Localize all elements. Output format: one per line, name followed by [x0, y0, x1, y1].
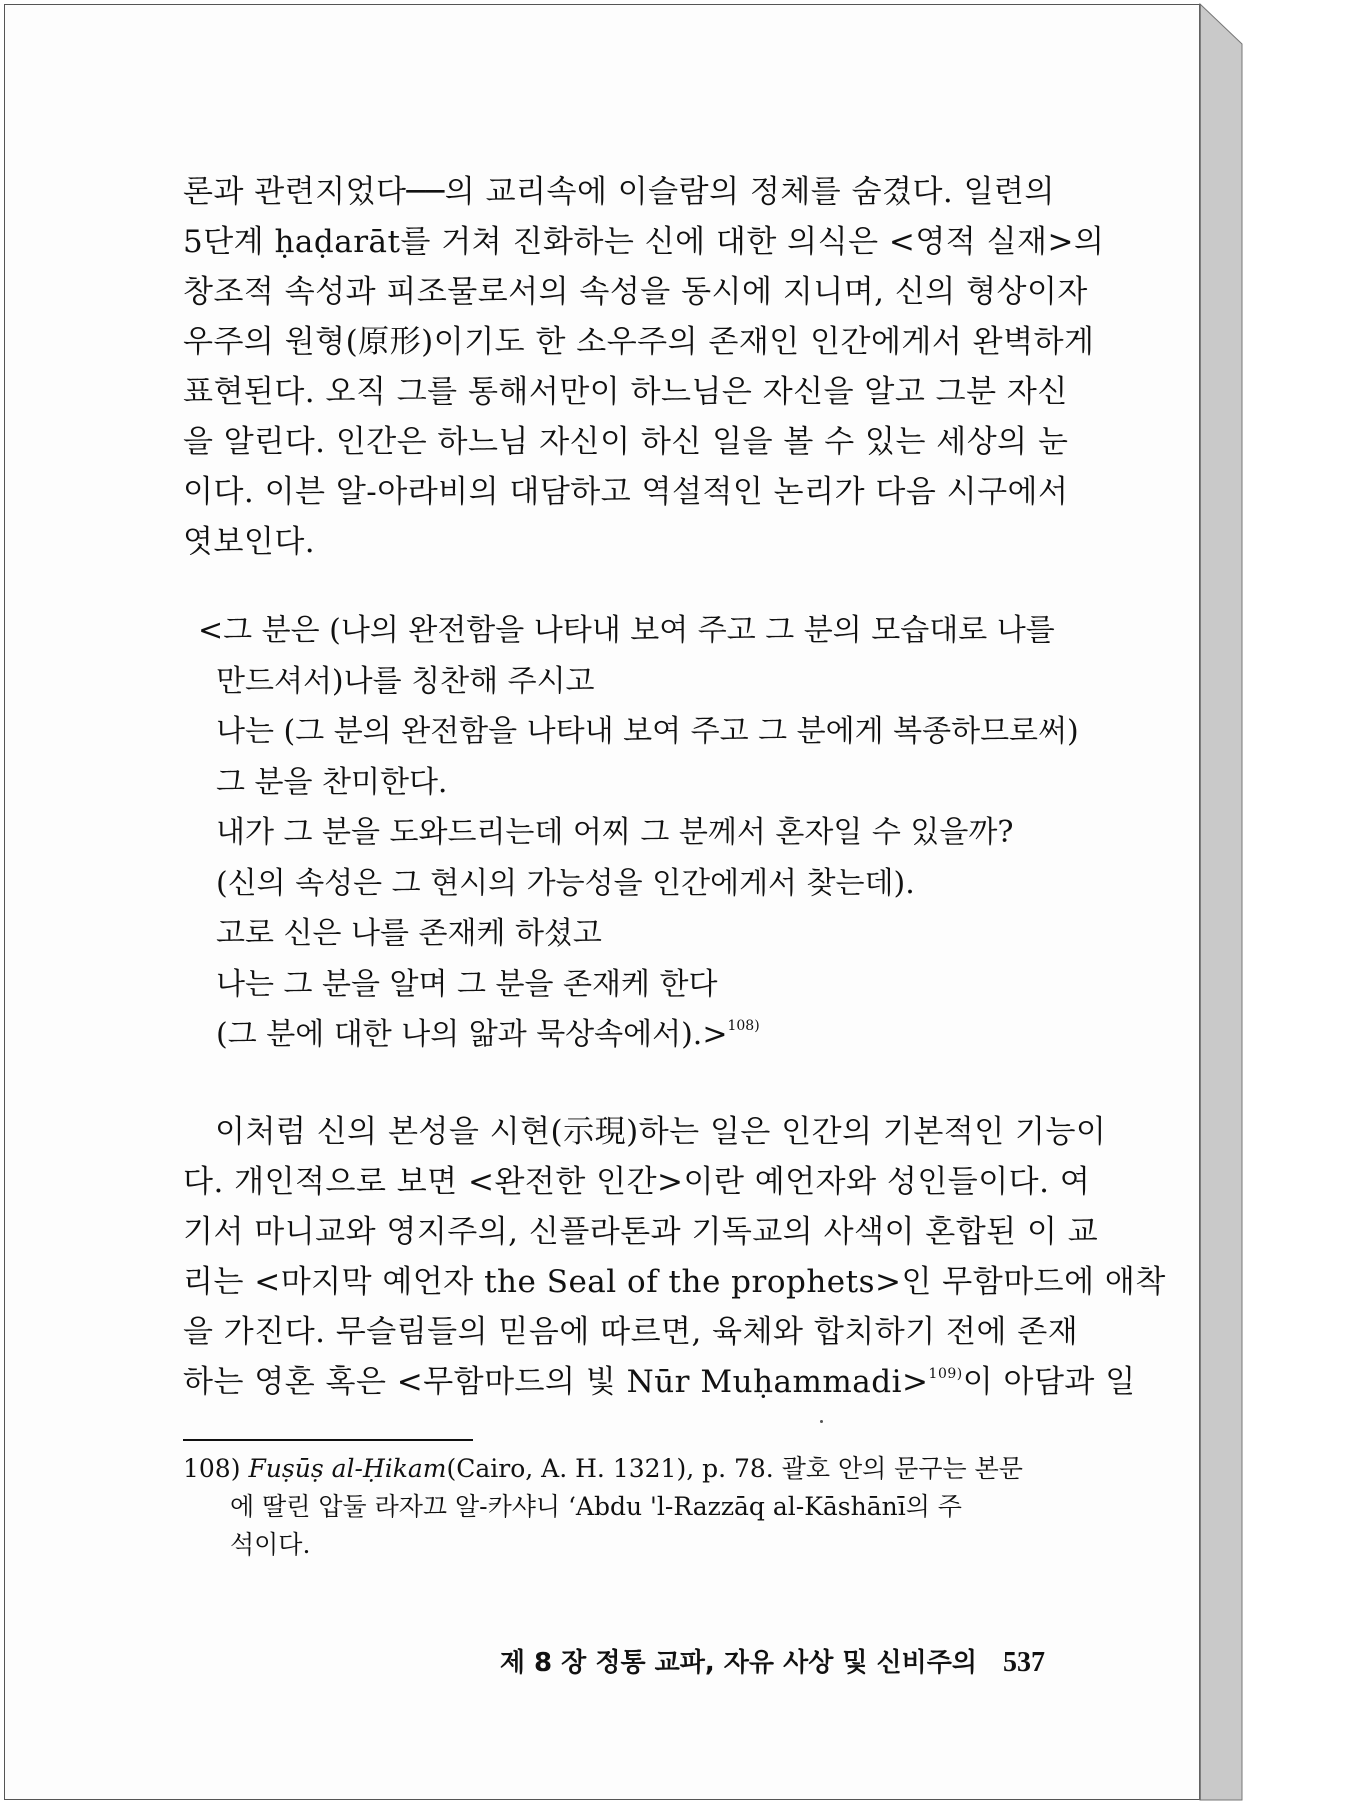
- text-line: 론과 관련지었다──의 교리속에 이슬람의 정체를 숨겼다. 일련의: [183, 174, 1055, 210]
- verse-line: <그 분은 (나의 완전함을 나타내 보여 주고 그 분의 모습대로 나를: [198, 613, 1055, 648]
- footnote-number: 108): [183, 1454, 241, 1483]
- verse-line: 그 분을 찬미한다.: [216, 764, 448, 800]
- text-segment: 이 아담과 일: [962, 1364, 1136, 1400]
- text-line: 을 알린다. 인간은 하느님 자신이 하신 일을 볼 수 있는 세상의 눈: [183, 424, 1069, 460]
- text-line: 다. 개인적으로 보면 <완전한 인간>이란 예언자와 성인들이다. 여: [183, 1164, 1091, 1200]
- verse-line: 나는 (그 분의 완전함을 나타내 보여 주고 그 분에게 복종하므로써): [216, 714, 1079, 749]
- footnote-line: 석이다.: [230, 1530, 311, 1559]
- text-line: 표현된다. 오직 그를 통해서만이 하느님은 자신을 알고 그분 자신: [183, 374, 1068, 410]
- page-stack-edge: [1200, 4, 1242, 1800]
- running-footer: [500, 1642, 1045, 1679]
- text-line: 창조적 속성과 피조물로서의 속성을 동시에 지니며, 신의 형상이자: [183, 274, 1088, 310]
- text-line: 기서 마니교와 영지주의, 신플라톤과 기독교의 사색이 혼합된 이 교: [183, 1214, 1099, 1250]
- verse-quotation: [198, 606, 1079, 1061]
- verse-line: 나는 그 분을 알며 그 분을 존재케 한다: [216, 966, 718, 1002]
- text-line: 엿보인다.: [183, 524, 316, 560]
- text-line: 이다. 이븐 알-아라비의 대담하고 역설적인 논리가 다음 시구에서: [183, 474, 1069, 510]
- text-line: 5단계 ḥaḍarāt를 거쳐 진화하는 신에 대한 의식은 <영적 실재>의: [183, 224, 1105, 260]
- text-line: 이처럼 신의 본성을 시현(示現)하는 일은 인간의 기본적인 기능이: [215, 1114, 1107, 1150]
- text-line: 우주의 원형(原形)이기도 한 소우주의 존재인 인간에게서 완벽하게: [183, 324, 1095, 360]
- footnote-line: [183, 1450, 1045, 1488]
- verse-line-last: [198, 1010, 1058, 1061]
- footnote-line: 에 딸린 압둘 라자끄 알-카샤니 ‘Abdu 'l-Razzāq al-Kāshānī의 주: [230, 1492, 962, 1521]
- footnote-rule: [183, 1439, 473, 1441]
- footnote-108: [183, 1450, 1045, 1564]
- paragraph-1: [183, 167, 1105, 567]
- text-line: 을 가진다. 무슬림들의 믿음에 따르면, 육체와 합치하기 전에 존재: [183, 1314, 1079, 1350]
- text-line: 리는 <마지막 예언자 the Seal of the prophets>인 무함마드에 애착: [183, 1264, 1166, 1300]
- page-number: 537: [1003, 1647, 1045, 1678]
- footnote-title: Fuṣūṣ al-Ḥikam: [248, 1454, 447, 1483]
- paragraph-3: [183, 1107, 1166, 1407]
- print-speck: [820, 1420, 823, 1423]
- chapter-title: 제 8 장 정통 교파, 자유 사상 및 신비주의: [499, 1648, 977, 1678]
- verse-line: 고로 신은 나를 존재케 하셨고: [216, 916, 602, 951]
- footnote-ref-109[interactable]: 109): [928, 1366, 963, 1382]
- verse-line: 내가 그 분을 도와드리는데 어찌 그 분께서 혼자일 수 있을까?: [216, 815, 1014, 850]
- text-line-last: [183, 1357, 1136, 1407]
- footnote-text: (Cairo, A. H. 1321), p. 78. 괄호 안의 문구는 본문: [446, 1454, 1023, 1483]
- footnote-ref-108[interactable]: 108): [727, 1018, 760, 1034]
- verse-line: 만드셔서)나를 칭찬해 주시고: [216, 663, 595, 699]
- text-segment: 하는 영혼 혹은 <무함마드의 빛 Nūr Muḥammadi>: [183, 1364, 929, 1400]
- verse-text: (그 분에 대한 나의 앎과 묵상속에서).>: [216, 1017, 728, 1052]
- verse-line: (신의 속성은 그 현시의 가능성을 인간에게서 찾는데).: [216, 865, 915, 901]
